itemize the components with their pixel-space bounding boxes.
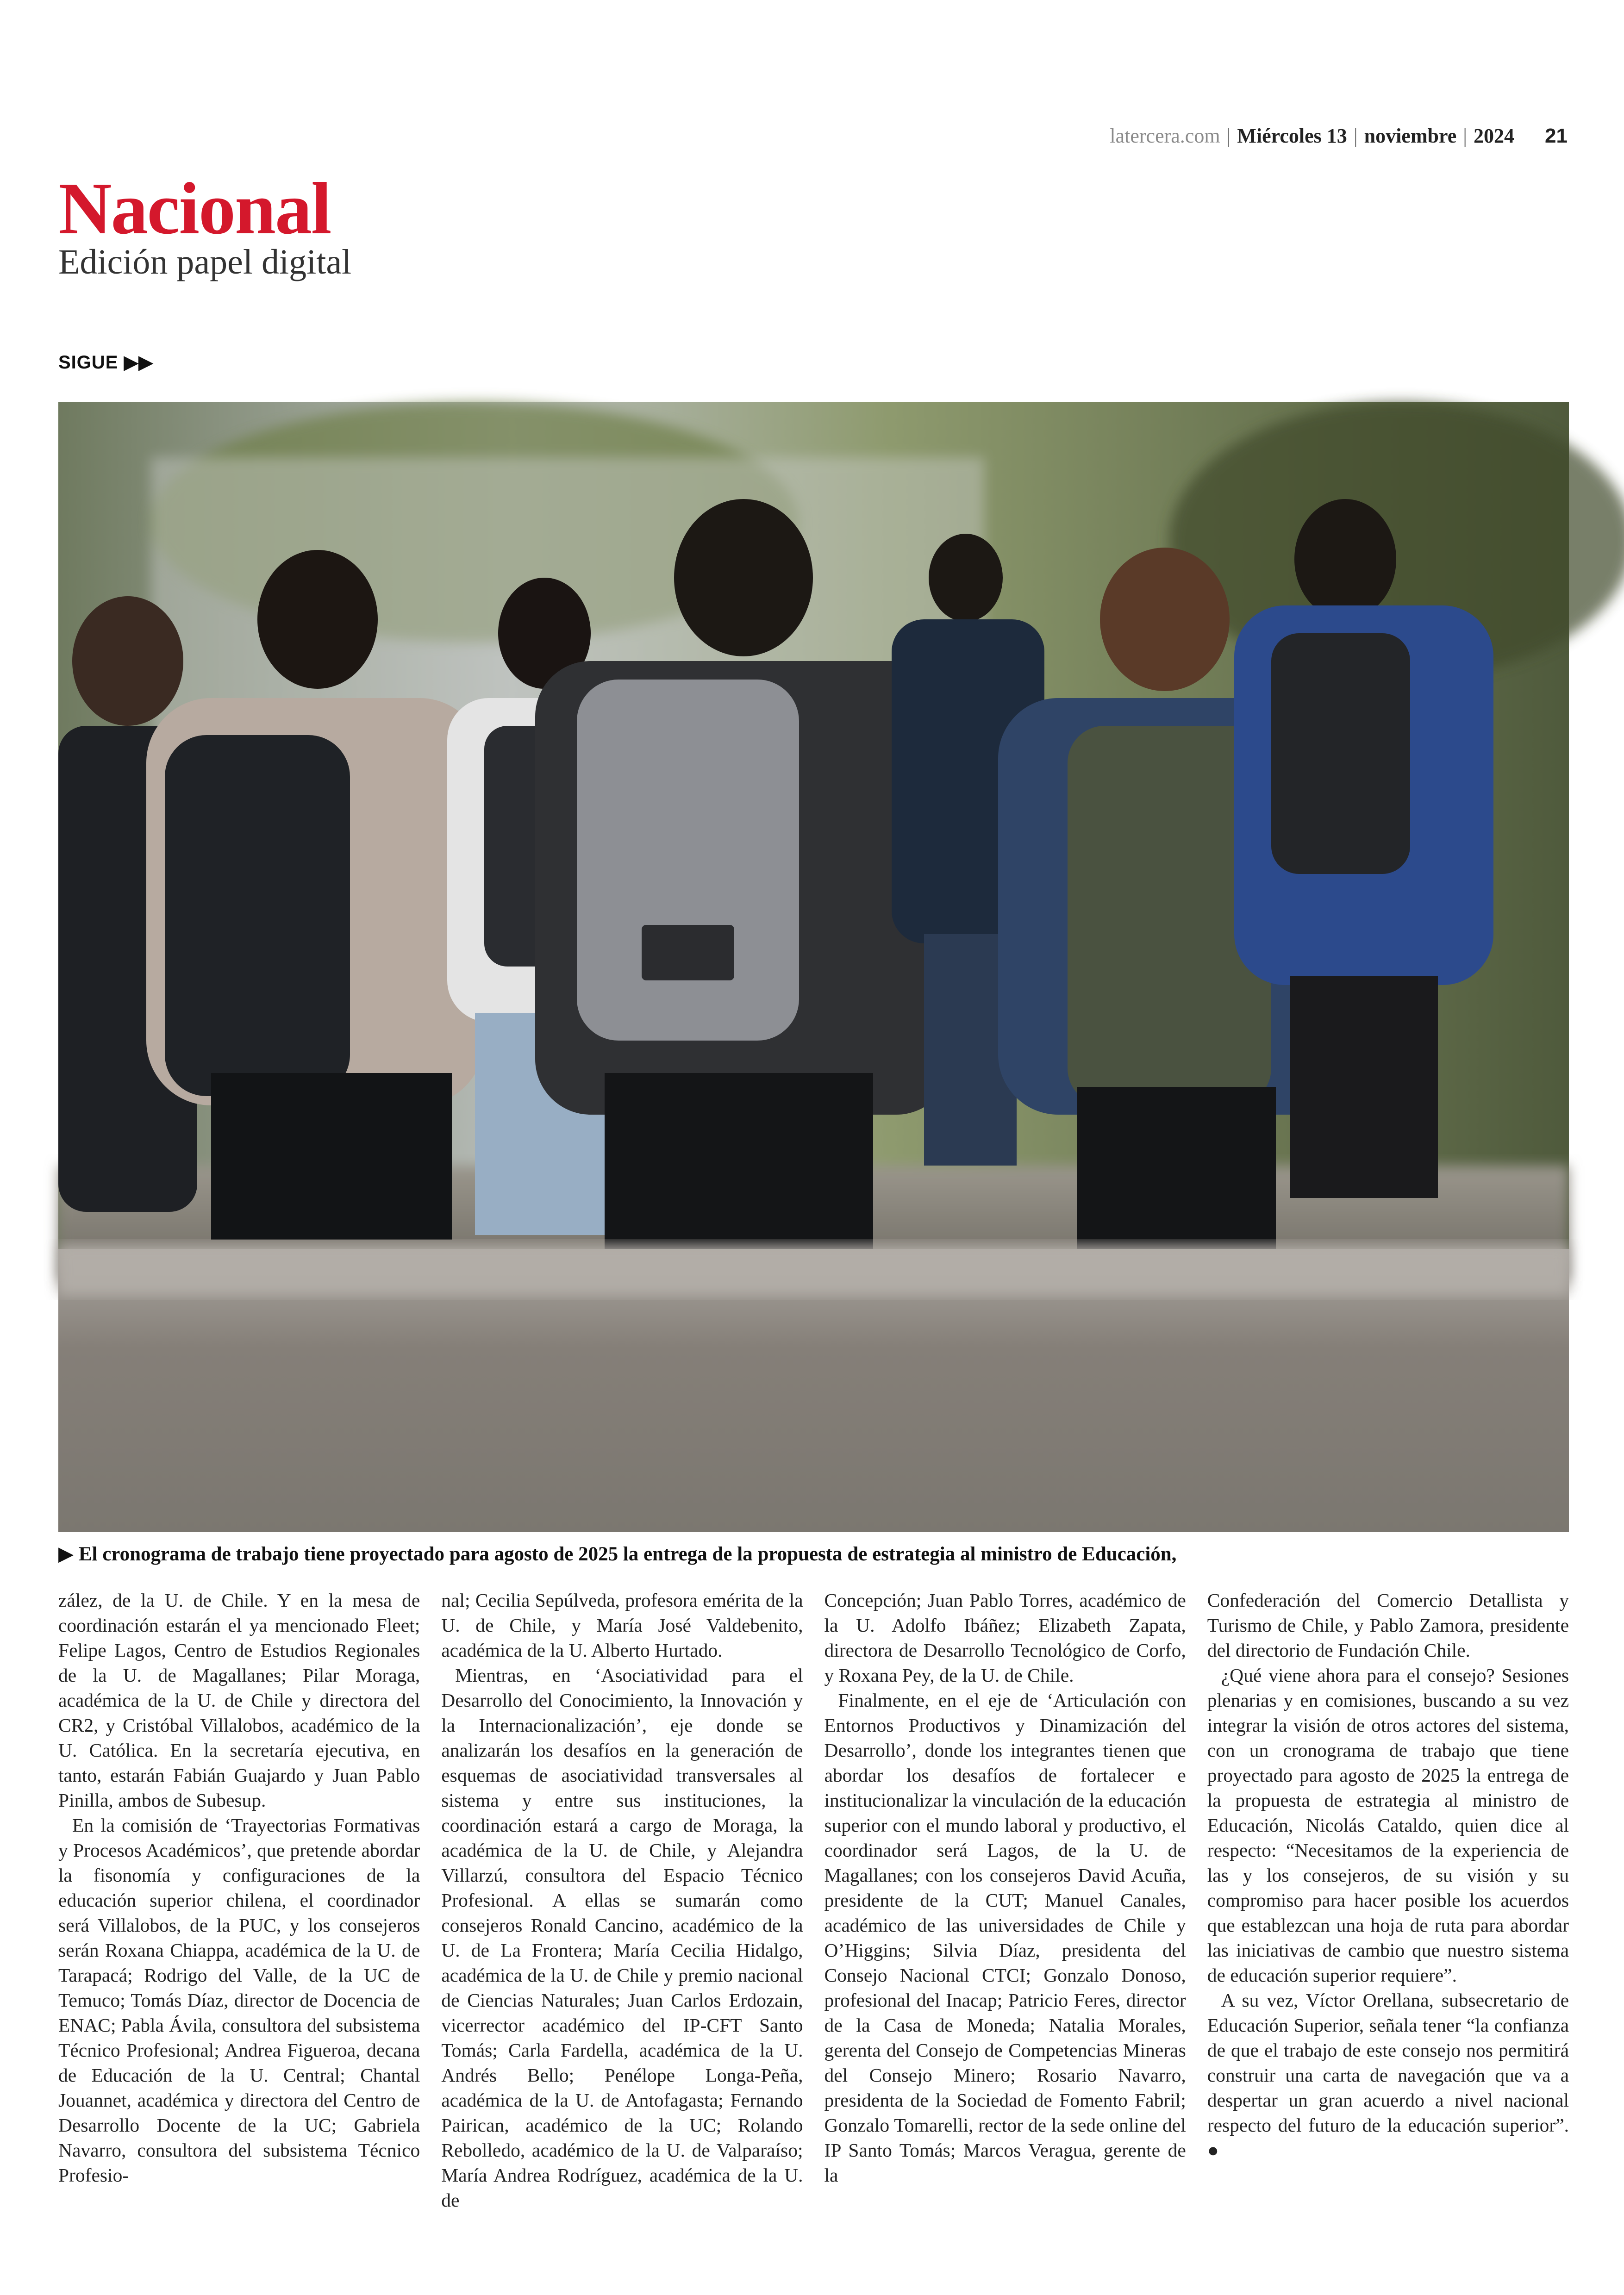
- folio-separator: |: [1463, 125, 1468, 147]
- article-column-2: [441, 1588, 803, 2211]
- photo-caption: ▶ El cronograma de trabajo tiene proyectado para agosto de 2025 la entrega de la propuesta de estrategia al ministro de Educación,: [58, 1543, 1177, 1565]
- page-number: 21: [1545, 125, 1568, 147]
- issue-year: 2024: [1474, 125, 1515, 147]
- issue-day: Miércoles 13: [1237, 125, 1347, 147]
- article-photo: [58, 402, 1569, 1532]
- edition-label: Edición papel digital: [58, 243, 352, 281]
- article-body: [58, 1588, 1569, 2211]
- site-name[interactable]: latercera.com: [1110, 125, 1220, 147]
- page-folio: [1110, 124, 1568, 148]
- paragraph: Finalmente, en el eje de ‘Articulación con Entornos Productivos y Dinamización del Desarrollo’, donde los integrantes tienen que abordar los desafíos de fortalecer e institucionalizar la vinculación de la educación superior con el mundo laboral y productivo, el coordinador será Lagos, de la U. de Magallanes; con los consejeros David Acuña, presidente de la CUT; Manuel Canales, académico de las universidades de Chile y O’Higgins; Silvia Díaz, presidenta del Consejo Nacional CTCI; Gonzalo Donoso, profesional del Inacap; Patricio Feres, director de la Casa de Moneda; Natalia Morales, gerenta del Consejo de Competencias Mineras del Consejo Minero; Rosario Navarro, presidenta de la Sociedad de Fomento Fabril; Gonzalo Tomarelli, rector de la sede online del IP Santo Tomás; Marcos Veragua, gerente de la: [824, 1690, 1186, 2186]
- article-column-4: [1207, 1588, 1569, 2171]
- article-column-1: [58, 1588, 420, 2186]
- paragraph: A su vez, Víctor Orellana, subsecretario de Educación Superior, señala tener “la confianza de que el trabajo de este consejo nos permitirá construir una carta de navegación que va a despertar un gran acuerdo a nivel nacional respecto del futuro de la educación superior”. ●: [1207, 1989, 1569, 2161]
- paragraph: Concepción; Juan Pablo Torres, académico de la U. Adolfo Ibáñez; Elizabeth Zapata, directora de Desarrollo Tecnológico de Corfo, y Roxana Pey, de la U. de Chile.: [824, 1590, 1186, 1686]
- paragraph: zález, de la U. de Chile. Y en la mesa de coordinación estarán el ya mencionado Fleet; Felipe Lagos, Centro de Estudios Regionales de la U. de Magallanes; Pilar Moraga, académica de la U. de Chile y directora del CR2, y Cristóbal Villalobos, académico de la U. Católica. En la secretaría ejecutiva, en tanto, estarán Fabián Guajardo y Juan Pablo Pinilla, ambos de Subesup.: [58, 1590, 420, 1811]
- folio-separator: |: [1226, 125, 1231, 147]
- paragraph: Confederación del Comercio Detallista y Turismo de Chile, y Pablo Zamora, presidente del directorio de Fundación Chile.: [1207, 1590, 1569, 1661]
- section-title: Nacional: [58, 167, 331, 249]
- continue-marker: SIGUE ▶▶: [58, 352, 154, 373]
- folio-separator: |: [1353, 125, 1358, 147]
- paragraph: ¿Qué viene ahora para el consejo? Sesiones plenarias y en comisiones, buscando a su vez integrar la visión de otros actores del sistema, con un cronograma de trabajo que tiene proyectado para agosto de 2025 la entrega de la propuesta de estrategia al ministro de Educación, Nicolás Cataldo, quien dice al respecto: “Necesitamos de la experiencia de las y los consejeros, de su visión y su compromiso para hacer posible los acuerdos que establezcan una hoja de ruta para abordar las iniciativas de cambio que nuestro sistema de educación superior requiere”.: [1207, 1665, 1569, 1986]
- paragraph: En la comisión de ‘Trayectorias Formativas y Procesos Académicos’, que pretende abordar la fisonomía y configuraciones de la educación superior chilena, el coordinador será Villalobos, de la PUC, y los consejeros serán Roxana Chiappa, académica de la U. de Tarapacá; Rodrigo del Valle, de la UC de Temuco; Tomás Díaz, director de Docencia de ENAC; Pabla Ávila, consultora del subsistema Técnico Profesional; Andrea Figueroa, decana de Educación de la U. Central; Chantal Jouannet, académica y directora del Centro de Desarrollo Docente de la UC; Gabriela Navarro, consultora del subsistema Técnico Profesio-: [58, 1815, 420, 2186]
- paragraph: Mientras, en ‘Asociatividad para el Desarrollo del Conocimiento, la Innovación y la Internacionalización’, eje donde se analizarán los desafíos en la generación de esquemas de asociatividad transversales al sistema y entre sus instituciones, la coordinación estará a cargo de Moraga, la académica de la U. de Chile, y Alejandra Villarzú, consultora del Espacio Técnico Profesional. A ellas se sumarán como consejeros Ronald Cancino, académico de la U. de La Frontera; María Cecilia Hidalgo, académica de la U. de Chile y premio nacional de Ciencias Naturales; Juan Carlos Erdozain, vicerrector académico del IP-CFT Santo Tomás; Carla Fardella, académica de la U. Andrés Bello; Penélope Longa-Peña, académica de la U. de Antofagasta; Fernando Pairican, académico de la UC; Rolando Rebolledo, académico de la U. de Valparaíso; María Andrea Rodríguez, académica de la U. de: [441, 1665, 803, 2211]
- issue-month: noviembre: [1364, 125, 1457, 147]
- article-column-3: [824, 1588, 1186, 2186]
- photo-students-walking: [58, 402, 1569, 1532]
- paragraph: nal; Cecilia Sepúlveda, profesora emérita de la U. de Chile, y María José Valdebenito, académica de la U. Alberto Hurtado.: [441, 1590, 803, 1661]
